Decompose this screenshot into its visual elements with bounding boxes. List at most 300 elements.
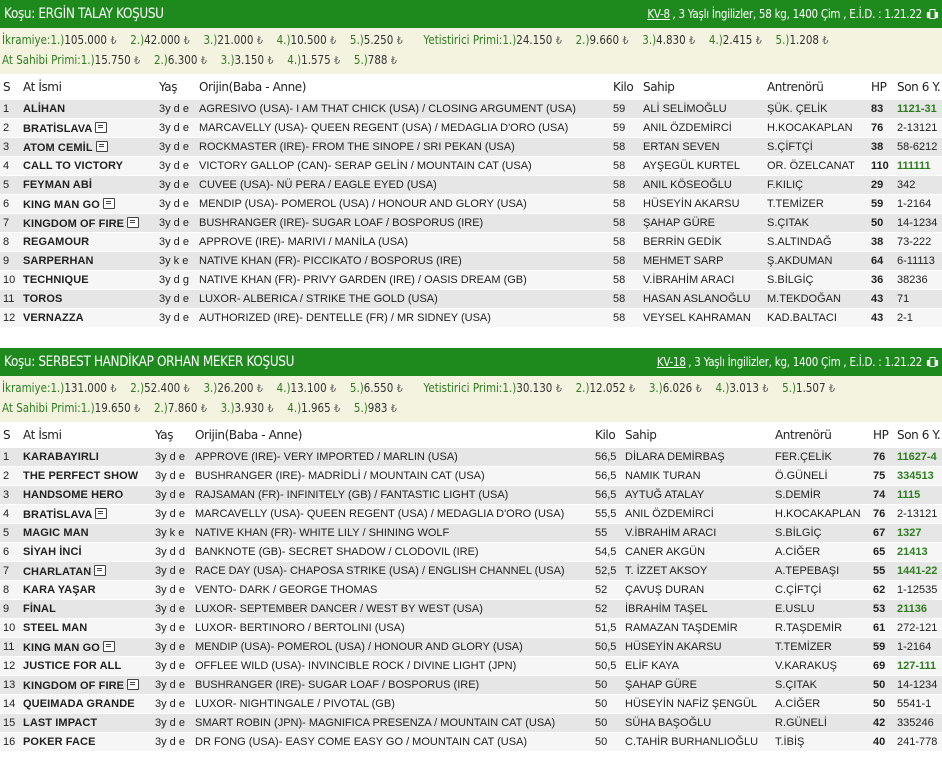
prize-line-ikramiye-2 [2,378,942,398]
yetistirici-amount: 12.052 [589,381,626,395]
horse-age: 3y d e [156,119,196,138]
yetistirici-place: 5.) [782,381,797,395]
horse-owner: V.İBRAHİM ARACI [640,271,764,290]
table-row[interactable] [0,467,942,486]
horse-last6: 1115 [894,486,942,505]
horse-name-text[interactable]: CALL TO VICTORY [23,160,124,172]
horse-name-text[interactable]: TOROS [23,293,63,305]
horse-name-text[interactable]: SİYAH İNCİ [23,546,82,558]
horse-hp: 69 [870,657,894,676]
ikramiye-place: 5.) [349,33,364,47]
horse-hp: 76 [870,505,894,524]
horse-hp: 61 [870,619,894,638]
row-number: 8 [0,233,20,252]
yetistirici-amount: 9.660 [589,33,620,47]
atsahibi-place: 4.) [287,53,302,67]
horse-name-text[interactable]: QUEIMADA GRANDE [23,698,135,710]
horse-name[interactable] [20,657,152,676]
table-row[interactable] [0,543,942,562]
table-row[interactable] [0,233,942,252]
atsahibi-amount: 3.150 [234,53,265,67]
horse-hp: 75 [870,467,894,486]
horse-name[interactable] [20,157,156,176]
table-row[interactable] [0,581,942,600]
table-row[interactable] [0,448,942,467]
row-number: 16 [0,733,20,752]
horse-last6: 127-111 [894,657,942,676]
horse-name-text[interactable]: FİNAL [23,603,56,615]
horse-name-text[interactable]: LAST IMPACT [23,717,98,729]
horse-age: 3y d d [152,543,192,562]
ikramiye-label: İkramiye: [2,381,51,395]
table-row[interactable] [0,676,942,695]
horse-owner: NAMIK TURAN [622,467,772,486]
atsahibi-place: 2.) [153,401,168,415]
horse-hp: 29 [868,176,894,195]
horse-kilo: 52 [592,600,622,619]
horse-age: 3y d e [156,233,196,252]
horse-name[interactable] [20,252,156,271]
table-row[interactable] [0,562,942,581]
lira-icon: ₺ [390,54,397,67]
table-row[interactable] [0,505,942,524]
row-number: 10 [0,619,20,638]
horse-hp: 110 [868,157,894,176]
row-number: 13 [0,676,20,695]
col-kilo: Kilo [610,74,640,100]
horse-name-text[interactable]: POKER FACE [23,736,96,748]
horse-kilo: 50 [592,695,622,714]
table-row[interactable] [0,290,942,309]
horse-trainer: T.TEMİZER [772,638,870,657]
atsahibi-amount: 1.965 [301,401,331,415]
horse-age: 3y d e [156,309,196,328]
atsahibi-amount: 6.300 [167,53,198,67]
horse-origin: NATIVE KHAN (FR)- PRIVY GARDEN (IRE) / OASIS DREAM (GB) [196,271,610,290]
ikramiye-amount: 21.000 [217,33,254,47]
horse-kilo: 56,5 [592,467,622,486]
horse-name-text[interactable]: KINGDOM OF FIRE [23,217,125,230]
horse-hp: 43 [868,290,894,309]
horse-name[interactable] [20,486,152,505]
horse-name[interactable] [20,195,156,214]
horse-owner: HASAN ASLANOĞLU [640,290,764,309]
horse-name-text[interactable]: BRATİSLAVA [23,122,93,135]
horse-name[interactable] [20,119,156,138]
horse-trainer: H.KOCAKAPLAN [764,119,868,138]
col-trainer: Antrenörü [764,74,868,100]
lira-icon: ₺ [183,34,190,47]
atsahibi-label: At Sahibi Primi: [2,401,81,415]
ikramiye-place: 4.) [276,381,291,395]
prize-line-atsahibi-2 [2,398,942,418]
horse-last6: 1327 [894,524,942,543]
lira-icon: ₺ [555,34,562,47]
horse-age: 3y d e [156,195,196,214]
row-number: 7 [0,562,20,581]
horse-last6: 21136 [894,600,942,619]
horse-owner: C.TAHİR BURHANLIOĞLU [622,733,772,752]
table-row[interactable] [0,524,942,543]
horse-trainer: R.TAŞDEMİR [772,619,870,638]
horse-name-text[interactable]: BRATİSLAVA [23,508,93,521]
horse-origin: AGRESIVO (USA)- I AM THAT CHICK (USA) / CLOSING ARGUMENT (USA) [196,100,610,119]
table-row[interactable] [0,600,942,619]
horse-origin: LUXOR- BERTINORO / BERTOLINI (USA) [192,619,592,638]
atsahibi-amount: 788 [367,53,388,67]
horse-name-text[interactable]: KINGDOM OF FIRE [23,679,125,692]
horse-hp: 42 [870,714,894,733]
horse-hp: 43 [868,309,894,328]
lira-icon: ₺ [330,34,337,47]
horse-name[interactable] [20,505,152,524]
horse-kilo: 50 [592,714,622,733]
horse-age: 3y d e [152,486,192,505]
horse-last6: 2-1 [894,309,942,328]
yetistirici-amount: 4.830 [656,33,686,47]
horse-hp: 55 [870,562,894,581]
col-origin: Orijin(Baba - Anne) [192,422,592,448]
yetistirici-place: 5.) [775,33,790,47]
table-row[interactable] [0,309,942,328]
horse-name[interactable] [20,733,152,752]
horse-hp: 74 [870,486,894,505]
race-title-2: Koşu: SERBEST HANDİKAP ORHAN MEKER KOŞUSU [4,354,295,370]
col-kilo: Kilo [592,422,622,448]
race-kv-link-1[interactable]: KV-8 [647,7,670,21]
runners-body-2 [0,448,942,752]
horse-trainer: S.DEMİR [772,486,870,505]
ikramiye-label: İkramiye: [2,33,51,47]
horse-origin: SMART ROBIN (JPN)- MAGNIFICA PRESENZA / MOUNTAIN CAT (USA) [192,714,592,733]
row-number: 8 [0,581,20,600]
horse-name[interactable] [20,676,152,695]
horse-name[interactable] [20,138,156,157]
horse-owner: RAMAZAN TAŞDEMİR [622,619,772,638]
horse-owner: ERTAN SEVEN [640,138,764,157]
horse-origin: NATIVE KHAN (FR)- WHITE LILY / SHINING WOLF [192,524,592,543]
horse-last6: 11627-4 [894,448,942,467]
col-hp: HP [868,74,894,100]
horse-age: 3y d e [152,657,192,676]
race-kv-link-2[interactable]: KV-18 [656,355,686,369]
horse-origin: AUTHORIZED (IRE)- DENTELLE (FR) / MR SIDNEY (USA) [196,309,610,328]
lira-icon: ₺ [134,402,141,415]
table-row[interactable] [0,119,942,138]
atsahibi-amount: 983 [367,401,388,415]
race-section-2 [0,348,942,752]
atsahibi-label: At Sahibi Primi: [2,53,81,67]
equipment-icon [96,141,108,152]
horse-kilo: 58 [610,176,640,195]
horse-name[interactable] [20,290,156,309]
horse-trainer: C.ÇİFTÇİ [772,581,870,600]
horse-origin: BUSHRANGER (IRE)- MADRİDLİ / MOUNTAIN CAT (USA) [192,467,592,486]
row-number: 10 [0,271,20,290]
horse-origin: MENDIP (USA)- POMEROL (USA) / HONOUR AND GLORY (USA) [192,638,592,657]
horse-name[interactable] [20,271,156,290]
table-row[interactable] [0,176,942,195]
horse-age: 3y d e [152,733,192,752]
table-row[interactable] [0,271,942,290]
lira-icon: ₺ [689,34,696,47]
ikramiye-place: 3.) [203,381,218,395]
horse-origin: APPROVE (IRE)- VERY IMPORTED / MARLIN (USA) [192,448,592,467]
horse-hp: 40 [870,733,894,752]
horse-name[interactable] [20,543,152,562]
lira-icon: ₺ [183,382,190,395]
horse-kilo: 58 [610,290,640,309]
horse-kilo: 59 [610,119,640,138]
equipment-icon [127,679,139,690]
table-row[interactable] [0,214,942,233]
horse-name-text[interactable]: CHARLATAN [23,565,92,578]
col-last6: Son 6 Y. [894,422,942,448]
table-row[interactable] [0,252,942,271]
col-age: Yaş [152,422,192,448]
runners-body-1 [0,100,942,328]
table-row[interactable] [0,138,942,157]
horse-name[interactable] [20,176,156,195]
equipment-icon [103,641,115,652]
horse-origin: DR FONG (USA)- EASY COME EASY GO / MOUNTAIN CAT (USA) [192,733,592,752]
horse-last6: 111111 [894,157,942,176]
horse-name[interactable] [20,714,152,733]
table-row[interactable] [0,638,942,657]
horse-kilo: 51,5 [592,619,622,638]
row-number: 14 [0,695,20,714]
lira-icon: ₺ [334,402,341,415]
lira-icon: ₺ [396,34,403,47]
horse-age: 3y d e [156,214,196,233]
horse-origin: MENDIP (USA)- POMEROL (USA) / HONOUR AND GLORY (USA) [196,195,610,214]
row-number: 11 [0,638,20,657]
horse-kilo: 55,5 [592,505,622,524]
horse-last6: 14-1234 [894,214,942,233]
yetistirici-place: 4.) [708,33,723,47]
horse-trainer: A.CİĞER [772,695,870,714]
table-row[interactable] [0,619,942,638]
horse-name-text[interactable]: SARPERHAN [23,255,94,267]
prize-block-2 [0,376,942,422]
horse-owner: SÜHA BAŞOĞLU [622,714,772,733]
horse-name-text[interactable]: TECHNIQUE [23,274,89,286]
horse-name-text[interactable]: KARABAYIRLI [23,451,99,463]
horse-owner: İBRAHİM TAŞEL [622,600,772,619]
yetistirici-place: 2.) [575,33,590,47]
lira-icon: ₺ [267,54,274,67]
horse-owner: ALİ SELİMOĞLU [640,100,764,119]
horse-name[interactable] [20,233,156,252]
horse-last6: 342 [894,176,942,195]
yetistirici-place: 1.) [502,381,517,395]
horse-trainer: T.İBİŞ [772,733,870,752]
table-row[interactable] [0,100,942,119]
horse-age: 3y d e [152,638,192,657]
horse-origin: RACE DAY (USA)- CHAPOSA STRIKE (USA) / ENGLISH CHANNEL (USA) [192,562,592,581]
horse-name[interactable] [20,524,152,543]
table-row[interactable] [0,157,942,176]
horse-owner: V.İBRAHİM ARACI [622,524,772,543]
yetistirici-label: Yetistirici Primi: [423,381,503,395]
ikramiye-amount: 5.250 [363,33,394,47]
horse-name-text[interactable]: KARA YAŞAR [23,584,96,596]
horse-trainer: H.KOCAKAPLAN [772,505,870,524]
equipment-icon [103,198,115,209]
ikramiye-amount: 105.000 [64,33,108,47]
horse-origin: MARCAVELLY (USA)- QUEEN REGENT (USA) / MEDAGLIA D'ORO (USA) [196,119,610,138]
horse-name[interactable] [20,448,152,467]
row-number: 3 [0,486,20,505]
horse-last6: 1441-22 [894,562,942,581]
horse-hp: 83 [868,100,894,119]
horse-kilo: 56,5 [592,486,622,505]
race-header-2 [0,348,942,376]
ikramiye-place: 4.) [276,33,291,47]
ikramiye-amount: 52.400 [144,381,181,395]
table-row[interactable] [0,695,942,714]
horse-name-text[interactable]: VERNAZZA [23,312,84,324]
horse-age: 3y d e [152,505,192,524]
horse-name-text[interactable]: REGAMOUR [23,236,90,248]
horse-trainer: A.TEPEBAŞI [772,562,870,581]
horse-trainer: KAD.BALTACI [764,309,868,328]
horse-trainer: ŞÜK. ÇELİK [764,100,868,119]
col-hp: HP [870,422,894,448]
horse-name-text[interactable]: KING MAN GO [23,641,100,654]
horse-last6: 5541-1 [894,695,942,714]
horse-name-text[interactable]: ATOM CEMİL [23,141,93,154]
lira-icon: ₺ [334,54,341,67]
yetistirici-amount: 24.150 [516,33,553,47]
horse-name-text[interactable]: HANDSOME HERO [23,489,124,501]
table-row[interactable] [0,714,942,733]
table-row[interactable] [0,733,942,752]
horse-origin: BUSHRANGER (IRE)- SUGAR LOAF / BOSPORUS (IRE) [196,214,610,233]
horse-kilo: 58 [610,233,640,252]
horse-owner: T. İZZET AKSOY [622,562,772,581]
lira-icon: ₺ [629,382,636,395]
yetistirici-place: 2.) [575,381,590,395]
horse-owner: ANIL ÖZDEMİRCİ [622,505,772,524]
col-origin: Orijin(Baba - Anne) [196,74,610,100]
atsahibi-amount: 3.930 [234,401,265,415]
horse-trainer: OR. ÖZELCANAT [764,157,868,176]
race-details-1: , 3 Yaşlı İngilizler, 58 kg, 1400 Çim , E.İ.D. : 1.21.22 [672,7,922,21]
horse-age: 3y d e [152,448,192,467]
horse-origin: BANKNOTE (GB)- SECRET SHADOW / CLODOVIL (IRE) [192,543,592,562]
lira-icon: ₺ [396,382,403,395]
horse-name-text[interactable]: STEEL MAN [23,622,88,634]
horse-owner: ÇAVUŞ DURAN [622,581,772,600]
horse-name-text[interactable]: MAGIC MAN [23,527,89,539]
horse-name[interactable] [20,600,152,619]
horse-name-text[interactable]: ALİHAN [23,103,66,115]
horse-name[interactable] [20,581,152,600]
horse-name[interactable] [20,100,156,119]
horse-last6: 1121-31 [894,100,942,119]
table-row[interactable] [0,486,942,505]
horse-hp: 76 [868,119,894,138]
horse-name[interactable] [20,619,152,638]
col-s: S [0,422,20,448]
horse-name-text[interactable]: THE PERFECT SHOW [23,470,139,482]
race-details-2: , 3 Yaşlı İngilizler, kg, 1400 Çim , E.İ.D. : 1.21.22 [687,355,922,369]
horse-kilo: 50,5 [592,657,622,676]
equipment-icon [95,508,107,519]
horse-kilo: 55 [592,524,622,543]
row-number: 3 [0,138,20,157]
horse-last6: 334513 [894,467,942,486]
horse-kilo: 58 [610,138,640,157]
prize-line-ikramiye-1 [2,30,942,50]
horse-owner: ŞAHAP GÜRE [622,676,772,695]
row-number: 15 [0,714,20,733]
table-row[interactable] [0,195,942,214]
horse-hp: 64 [868,252,894,271]
horse-name-text[interactable]: KING MAN GO [23,198,100,211]
horse-kilo: 58 [610,252,640,271]
horse-name[interactable] [20,467,152,486]
horse-last6: 1-2164 [894,195,942,214]
row-number: 1 [0,100,20,119]
horse-age: 3y d e [156,176,196,195]
horse-name[interactable] [20,214,156,233]
col-owner: Sahip [640,74,764,100]
horse-trainer: Ş.AKDUMAN [764,252,868,271]
ikramiye-amount: 13.100 [290,381,327,395]
row-number: 5 [0,176,20,195]
row-number: 2 [0,467,20,486]
horse-last6: 272-121 [894,619,942,638]
horse-name[interactable] [20,309,156,328]
row-number: 6 [0,195,20,214]
horse-owner: HÜSEYİN AKARSU [622,638,772,657]
lira-icon: ₺ [390,402,397,415]
table-header-2 [0,422,942,448]
lira-icon: ₺ [110,34,117,47]
atsahibi-place: 3.) [220,53,235,67]
horse-age: 3y d e [156,100,196,119]
table-row[interactable] [0,657,942,676]
atsahibi-amount: 15.750 [94,53,131,67]
row-number: 7 [0,214,20,233]
prize-block-1 [0,28,942,74]
horse-name[interactable] [20,695,152,714]
horse-name[interactable] [20,638,152,657]
horse-name[interactable] [20,562,152,581]
printer-icon[interactable] [927,357,938,368]
horse-name-text[interactable]: FEYMAN ABİ [23,179,93,191]
row-number: 1 [0,448,20,467]
col-name: At İsmi [20,74,156,100]
atsahibi-amount: 19.650 [94,401,131,415]
horse-kilo: 58 [610,157,640,176]
horse-owner: ANIL ÖZDEMİRCİ [640,119,764,138]
horse-hp: 50 [868,214,894,233]
horse-name-text[interactable]: JUSTICE FOR ALL [23,660,122,672]
horse-hp: 59 [870,638,894,657]
horse-origin: NATIVE KHAN (FR)- PICCIKATO / BOSPORUS (IRE) [196,252,610,271]
atsahibi-place: 5.) [353,401,368,415]
printer-icon[interactable] [927,9,938,20]
row-number: 12 [0,309,20,328]
horse-hp: 38 [868,138,894,157]
race-info-1 [647,7,938,21]
horse-origin: LUXOR- NIGHTINGALE / PIVOTAL (GB) [192,695,592,714]
equipment-icon [127,217,139,228]
horse-owner: ŞAHAP GÜRE [640,214,764,233]
